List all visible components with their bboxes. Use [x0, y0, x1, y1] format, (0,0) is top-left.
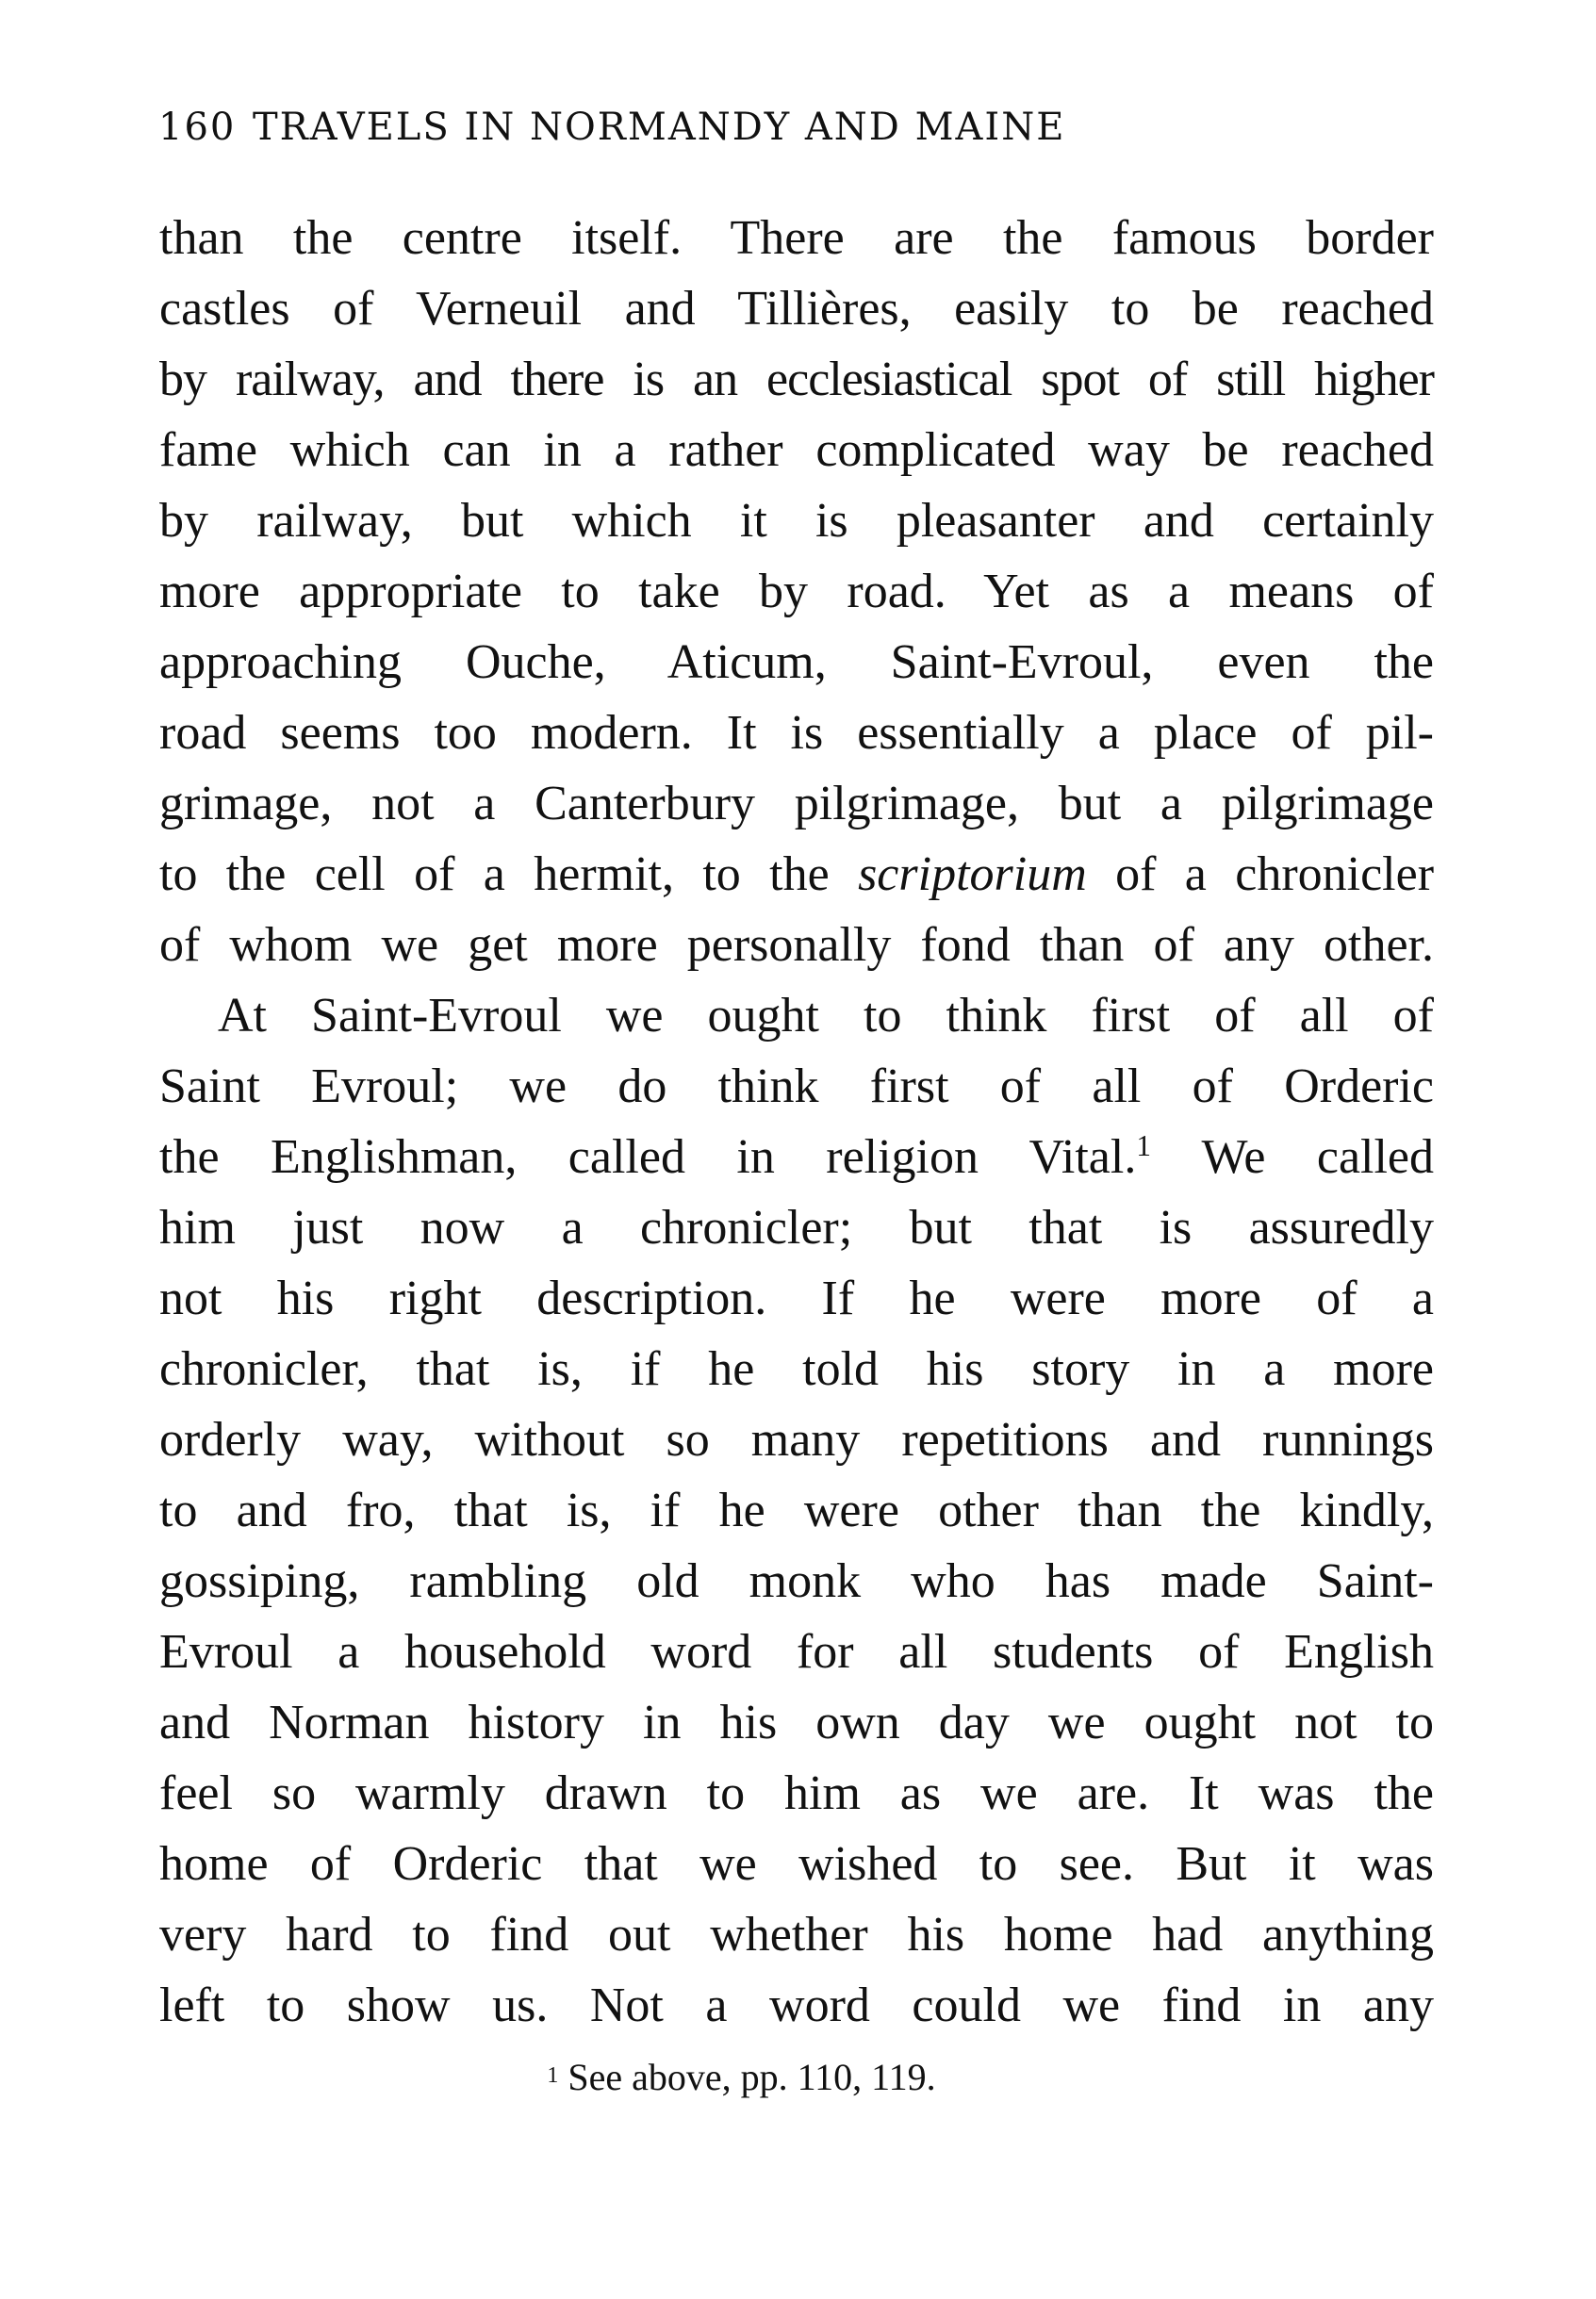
- text-line: feel so warmly drawn to him as we are. It was the: [159, 1766, 1434, 1820]
- text-line: more appropriate to take by road. Yet as a means of: [159, 565, 1434, 618]
- text-line: not his right description. If he were more of a: [159, 1272, 1434, 1325]
- text-line: castles of Verneuil and Tillières, easily to be reached: [159, 282, 1434, 336]
- text-line: Evroul a household word for all students of English: [159, 1625, 1434, 1679]
- text-line: approaching Ouche, Aticum, Saint-Evroul, even the: [159, 635, 1434, 689]
- text-line: and Norman history in his own day we ought not to: [159, 1696, 1434, 1749]
- page-number: 160: [158, 106, 237, 149]
- running-title: TRAVELS IN NORMANDY AND MAINE: [253, 106, 1066, 149]
- text-span: the Englishman, called in religion Vital.: [159, 1130, 1137, 1184]
- text-line: grimage, not a Canterbury pilgrimage, but a pilgrimage: [159, 777, 1434, 830]
- text-line: of whom we get more personally fond than of any other.: [159, 918, 1434, 972]
- footnote-text: See above, pp. 110, 119.: [568, 2056, 936, 2098]
- text-span: of a chronicler: [1115, 847, 1435, 901]
- text-line: by railway, but which it is pleasanter and certainly: [159, 494, 1434, 548]
- text-line: orderly way, without so many repetitions and runnings: [159, 1413, 1434, 1467]
- text-line: [159, 839, 1434, 910]
- footnote: [0, 2055, 1596, 2099]
- text-line: home of Orderic that we wished to see. But it was: [159, 1837, 1434, 1891]
- text-span: We called: [1201, 1130, 1434, 1184]
- text-line: At Saint-Evroul we ought to think first of all of: [218, 989, 1434, 1043]
- italic-term: scriptorium: [858, 847, 1087, 901]
- running-header: [158, 106, 1290, 149]
- body-text: [159, 203, 1434, 2041]
- footnote-marker: 1: [547, 2063, 559, 2088]
- text-line: than the centre itself. There are the famous border: [159, 211, 1434, 265]
- text-span: to the cell of a hermit, to the: [159, 847, 830, 901]
- text-line: gossiping, rambling old monk who has made Saint-: [159, 1554, 1434, 1608]
- text-line: very hard to find out whether his home had anything: [159, 1908, 1434, 1962]
- text-line: to and fro, that is, if he were other than the kindly,: [159, 1484, 1434, 1537]
- text-line: fame which can in a rather complicated way be reached: [159, 423, 1434, 477]
- text-line: [159, 1122, 1434, 1192]
- text-line: him just now a chronicler; but that is assuredly: [159, 1201, 1434, 1255]
- text-line: by railway, and there is an ecclesiastical spot of still higher: [159, 353, 1434, 406]
- footnote-reference[interactable]: 1: [1136, 1129, 1151, 1162]
- text-line: left to show us. Not a word could we find in any: [159, 1979, 1434, 2032]
- text-line: Saint Evroul; we do think first of all of Orderic: [159, 1059, 1434, 1113]
- text-line: road seems too modern. It is essentially a place of pil-: [159, 706, 1434, 760]
- text-line: chronicler, that is, if he told his story in a more: [159, 1342, 1434, 1396]
